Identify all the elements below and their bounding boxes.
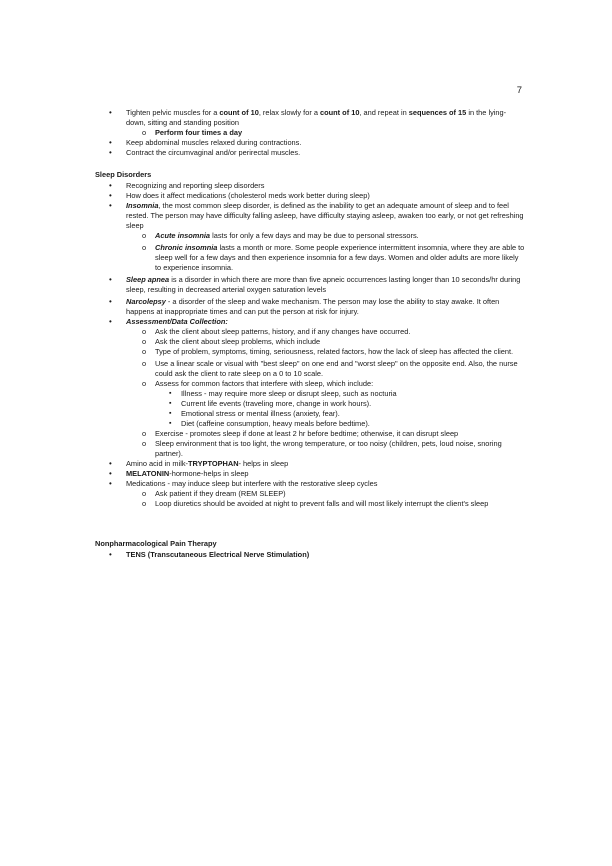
factor-item: ▪ Diet (caffeine consumption, heavy meals before bedtime). [169,419,525,429]
sub-list-item: o Assess for common factors that interfere with sleep, which include: ▪ Illness - may require more sleep or disrupt sleep, such as nocturia ▪ Current life events (traveling more, change in work hours). ▪ Emotional stress or mental illness (anxiety, fear). ▪ Diet (caffeine consumption, heavy meals before bedtime). [142,379,525,429]
list-item: • Medications - may induce sleep but interfere with the restorative sleep cycles o Ask patient if they dream (REM SLEEP) o Loop diuretics should be avoided at night to prevent falls and will most likely interrupt the client's sleep [95,479,525,509]
sub-list-item: o Perform four times a day [142,128,525,138]
list-item: • Recognizing and reporting sleep disorders [95,181,525,191]
sub-list-item: o Chronic insomnia lasts a month or more. Some people experience intermittent insomnia, where they are able to sleep well for a few days and then experience insomnia for a few days. Women and older adults are more likely to experience insomnia. [142,243,525,273]
factor-item: ▪ Emotional stress or mental illness (anxiety, fear). [169,409,525,419]
pain-list [95,550,525,560]
list-item: • Amino acid in milk-TRYPTOPHAN- helps in sleep [95,459,525,469]
list-item: • Sleep apnea is a disorder in which there are more than five apneic occurrences lasting longer than 10 seconds/hr during sleep, resulting in decreased arterial oxygen saturation levels [95,275,525,295]
list-item: • MELATONIN-hormone-helps in sleep [95,469,525,479]
page-number: 7 [516,85,522,96]
list-item: • Keep abdominal muscles relaxed during contractions. [95,138,525,148]
sub-list-item: o Sleep environment that is too light, the wrong temperature, or too noisy (children, pets, loud noise, snoring partner). [142,439,525,459]
list-item: • Tighten pelvic muscles for a count of 10, relax slowly for a count of 10, and repeat in sequences of 15 in the lying-down, sitting and standing position o Perform four times a day [95,108,525,138]
factor-item: ▪ Current life events (traveling more, change in work hours). [169,399,525,409]
page-content [95,108,525,560]
list-item: • Insomnia, the most common sleep disorder, is defined as the inability to get an adequate amount of sleep and to feel rested. The person may have difficulty falling asleep, have difficulty staying asleep, awaken too early, or not get refreshing sleep o Acute insomnia lasts for only a few days and may be due to personal stressors. o Chronic insomnia lasts a month or more. Some people experience intermittent insomnia, where they are able to sleep well for a few days and then experience insomnia for a few days. Women and older adults are more likely to experience insomnia. [95,201,525,273]
list-item: • Narcolepsy - a disorder of the sleep and wake mechanism. The person may lose the ability to stay awake. It often happens at inappropriate times and can put the person at risk for injury. [95,297,525,317]
sub-list-item: o Use a linear scale or visual with "best sleep" on one end and "worst sleep" on the opposite end. Also, the nurse could ask the client to rate sleep on a 0 to 10 scale. [142,359,525,379]
factor-item: ▪ Illness - may require more sleep or disrupt sleep, such as nocturia [169,389,525,399]
kegel-list [95,108,525,158]
sub-list-item: o Acute insomnia lasts for only a few days and may be due to personal stressors. [142,231,525,241]
list-item: • Contract the circumvaginal and/or perirectal muscles. [95,148,525,158]
sub-list-item: o Ask the client about sleep patterns, history, and if any changes have occurred. [142,327,525,337]
sleep-disorders-heading: Sleep Disorders [95,170,152,179]
list-item: • How does it affect medications (cholesterol meds work better during sleep) [95,191,525,201]
sub-list-item: o Type of problem, symptoms, timing, seriousness, related factors, how the lack of sleep has affected the client. [142,347,525,357]
sleep-list [95,181,525,509]
sub-list-item: o Loop diuretics should be avoided at night to prevent falls and will most likely interrupt the client's sleep [142,499,525,509]
sub-list-item: o Exercise - promotes sleep if done at least 2 hr before bedtime; otherwise, it can disrupt sleep [142,429,525,439]
sub-list-item: o Ask the client about sleep problems, which include [142,337,525,347]
list-item: • TENS (Transcutaneous Electrical Nerve Stimulation) [95,550,525,560]
list-item: • Assessment/Data Collection: o Ask the client about sleep patterns, history, and if any changes have occurred. o Ask the client about sleep problems, which include o Type of problem, symptoms, timing, seriousness, related factors, how the lack of sleep has affected the client. o Use a linear scale or visual with "best sleep" on one end and "worst sleep" on the opposite end. Also, the nurse could ask the client to rate sleep on a 0 to 10 scale. o Assess for common factors that interfere with sleep, which include: ▪ Illness - may require more sleep or disrupt sleep, such as nocturia ▪ Current life events (traveling more, change in work hours). ▪ Emotional stress or mental illness (anxiety, fear). ▪ Diet (caffeine consumption, heavy meals before bedtime). o Exercise - promotes sleep if done at least 2 hr before bedtime; otherwise, it can disrupt sleep o Sleep environment that is too light, the wrong temperature, or too noisy (children, pets, loud noise, snoring partner). [95,317,525,459]
sub-list-item: o Ask patient if they dream (REM SLEEP) [142,489,525,499]
pain-therapy-heading: Nonpharmacological Pain Therapy [95,539,217,548]
